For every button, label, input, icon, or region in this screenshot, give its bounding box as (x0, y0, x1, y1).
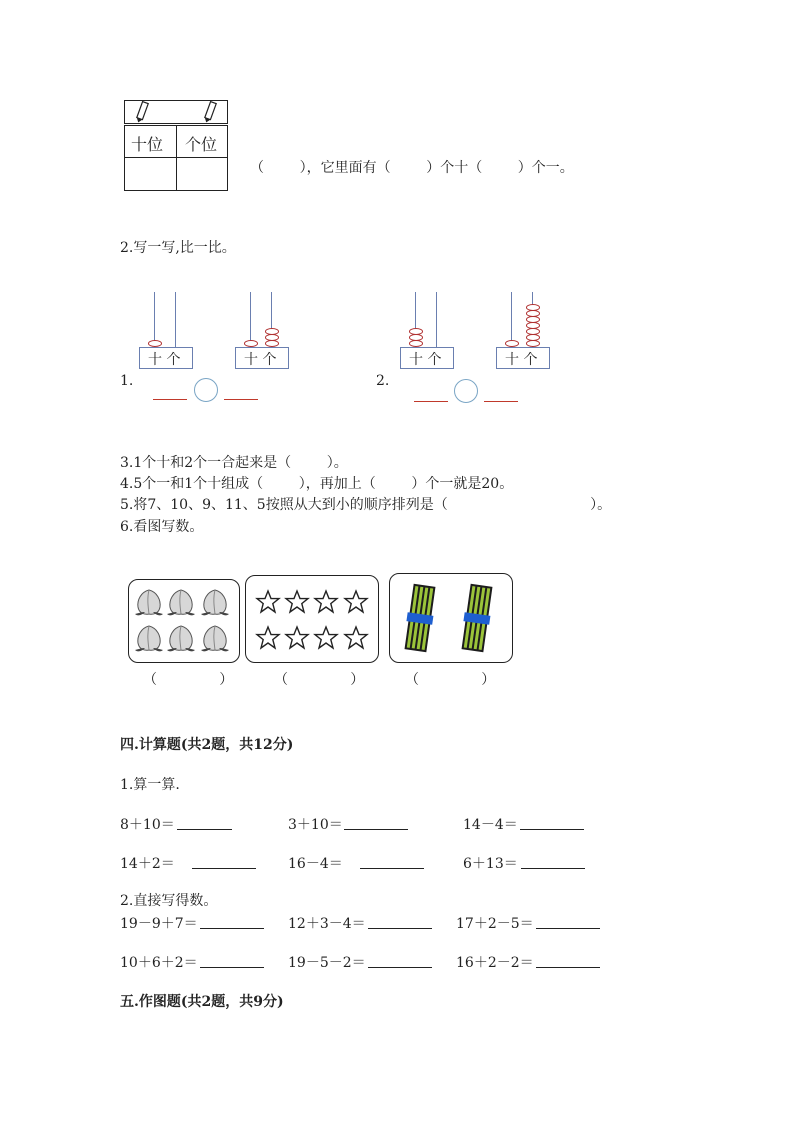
q2-title: 2.写一写,比一比。 (120, 240, 236, 256)
q3: 3.1个十和2个一合起来是（ ）。 (120, 455, 348, 471)
calc-item: 16－4＝ (288, 856, 343, 872)
section5-title: 五.作图题(共2题，共9分) (120, 994, 284, 1010)
calc-item: 17＋2－5＝ (456, 916, 534, 932)
calc-item: 6＋13＝ (463, 856, 518, 872)
q6: 6.看图写数。 (120, 519, 204, 535)
calc-item: 14＋2＝ (120, 856, 175, 872)
abacus-base: 十 个 (400, 347, 454, 369)
answer-paren-1[interactable]: （ ） (143, 672, 234, 688)
peach-panel (128, 579, 240, 663)
q4: 4.5个一和1个十组成（ ），再加上（ ）个一就是20。 (120, 476, 514, 492)
abacus-base: 十 个 (139, 347, 193, 369)
calc-item: 8＋10＝ (120, 817, 175, 833)
pencil-icon (135, 101, 149, 123)
stick-bundle-panel (389, 573, 513, 663)
pair2-label: 2. (376, 373, 390, 389)
calc-item: 10＋6＋2＝ (120, 955, 198, 971)
calc-item: 19－9＋7＝ (120, 916, 198, 932)
pencil-icon (203, 101, 217, 123)
section4-title: 四.计算题(共2题，共12分) (120, 737, 294, 753)
abacus-base: 十 个 (235, 347, 289, 369)
ones-column-label: 个位 (185, 135, 218, 154)
place-value-header (124, 100, 228, 124)
calc-item: 12＋3－4＝ (288, 916, 366, 932)
compare-circle[interactable] (454, 379, 478, 403)
answer-paren-2[interactable]: （ ） (274, 672, 365, 688)
calc-item: 19－5－2＝ (288, 955, 366, 971)
tens-column-label: 十位 (131, 135, 164, 154)
place-value-table (124, 125, 228, 191)
abacus-bead (148, 340, 162, 347)
calc-item: 14－4＝ (463, 817, 518, 833)
q5: 5.将7、10、9、11、5按照从大到小的顺序排列是（ ）。 (120, 497, 612, 513)
compare-circle[interactable] (194, 378, 218, 402)
pair1-label: 1. (120, 373, 134, 389)
calc-item: 16＋2－2＝ (456, 955, 534, 971)
answer-paren-3[interactable]: （ ） (405, 672, 496, 688)
calc-item: 3＋10＝ (288, 817, 343, 833)
section4-sub1: 1.算一算. (120, 777, 180, 793)
q1-sentence: （ ），它里面有（ ）个十（ ）个一。 (250, 160, 574, 176)
section4-sub2: 2.直接写得数。 (120, 893, 218, 909)
abacus-base: 十 个 (496, 347, 550, 369)
star-panel (245, 575, 379, 663)
